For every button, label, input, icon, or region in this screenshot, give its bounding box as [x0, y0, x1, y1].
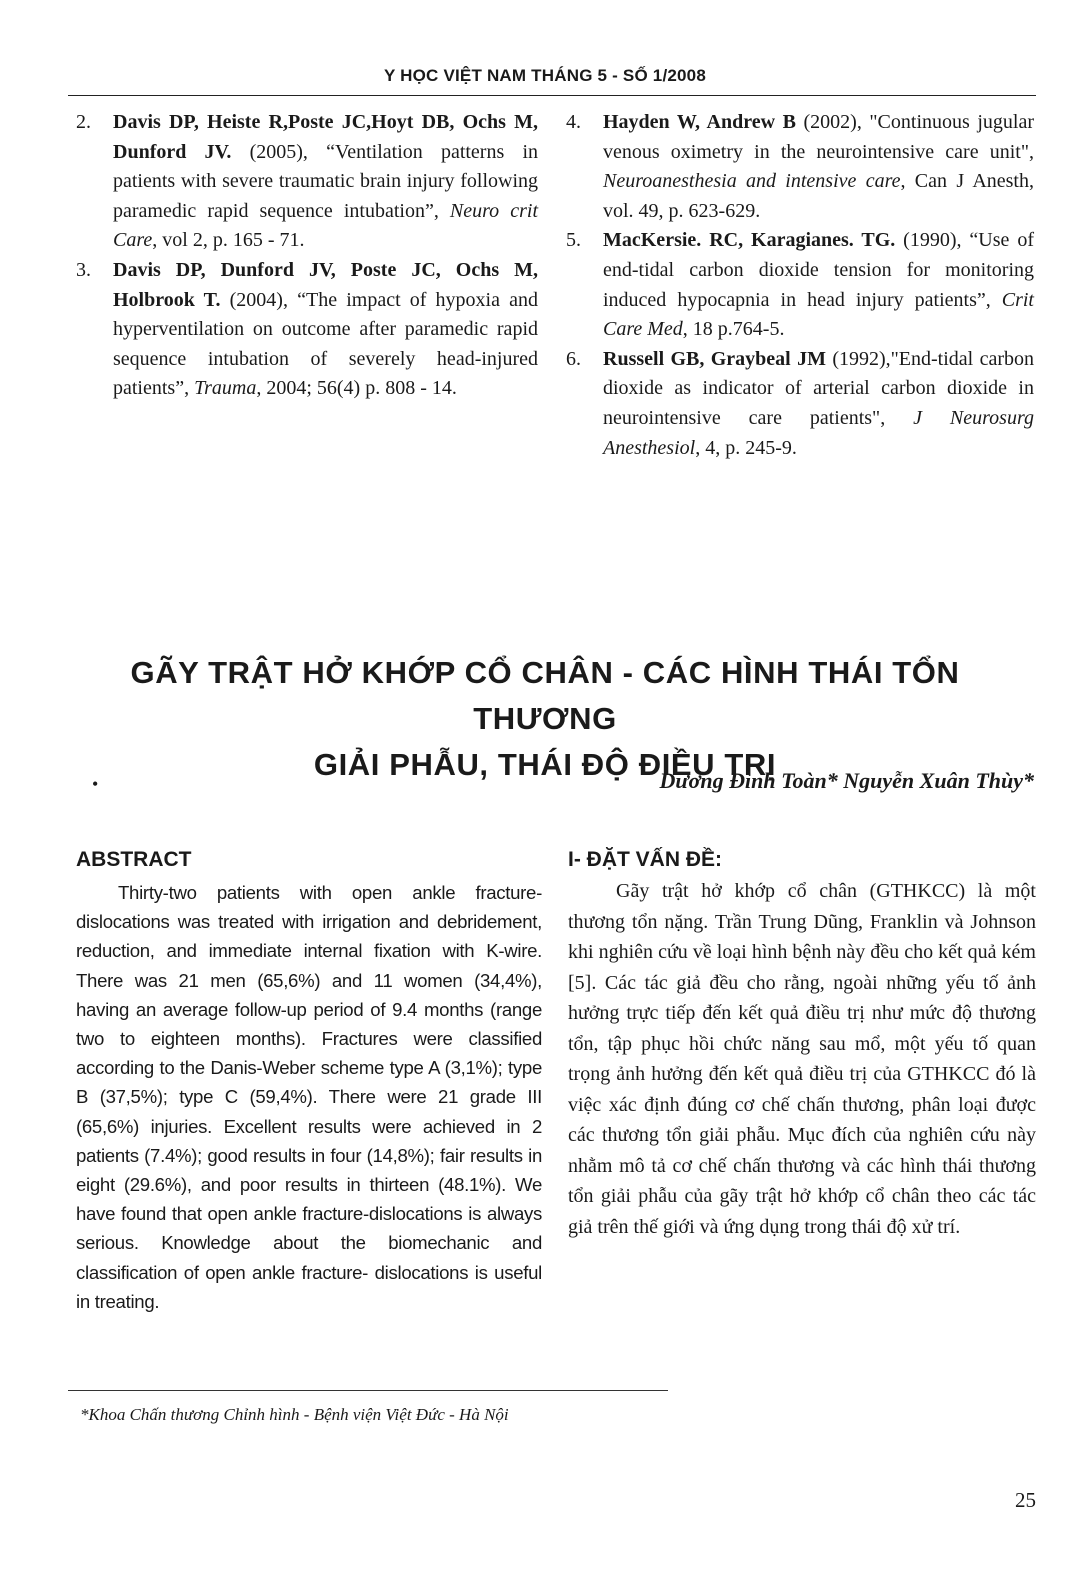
reference-journal: J Neurosurg Anesthesiol [603, 406, 1034, 459]
reference-item [566, 345, 1034, 463]
reference-authors: Davis DP, Heiste R,Poste JC,Hoyt DB, Ochs M, Dunford JV. [113, 111, 538, 163]
reference-number: 5. [566, 229, 581, 252]
header-rule [68, 95, 1036, 96]
page-number: 25 [1015, 1488, 1036, 1512]
abstract-heading: ABSTRACT [76, 848, 192, 871]
abstract-body: Thirty-two patients with open ankle fracture-dislocations was treated with irrigation and debridement, reduction, and immediate internal fixation with K-wire. There was 21 men (65,6%) and 11 women (34,4%), having an average follow-up period of 9.4 months (range two to eighteen months). Fractures were classified according to the Danis-Weber scheme type A (3,1%); type B (37,5%); type C (59,4%). There were 21 grade III (65,6%) injuries. Excellent results were achieved in 2 patients (7.4%); good results in four (14,8%); fair results in eight (29.6%), and poor results in thirteen (48.1%). We have found that open ankle fracture-dislocations is always serious. Knowledge about the biomechanic and classification of open ankle fracture- dislocations is useful in treating. [76, 882, 542, 1312]
reference-journal: Neuroanesthesia and intensive care [603, 170, 901, 193]
reference-tail: , vol 2, p. 165 - 71. [152, 229, 305, 252]
section-body: Gãy trật hở khớp cổ chân (GTHKCC) là một thương tổn nặng. Trần Trung Dũng, Franklin và Johnson khi nghiên cứu về loại hình bệnh này đều cho kết quả kém [5]. Các tác giả đều cho rằng, ngoài những yếu tố ảnh hưởng trực tiếp đến kết quả điều trị như mức độ thương tổn, tập phục hồi chức năng sau mổ, một yếu tố quan trọng ảnh hưởng đến kết quả điều trị của GTHKCC đó là việc xác định đúng cơ chế chấn thương, phân loại được các thương tổn giải phẫu. Mục đích của nghiên cứu này nhằm mô tả cơ chế chấn thương và các hình thái thương tổn giải phẫu của gãy trật hở khớp cổ chân theo các tác giả trên thế giới và ứng dụng trong thái độ xử trí. [568, 880, 1036, 1238]
reference-journal: Neuro crit Care [113, 199, 538, 252]
reference-item [76, 256, 538, 404]
references-right-column [566, 108, 1034, 463]
reference-authors: Davis DP, Dunford JV, Poste JC, Ochs M, Holbrook T. [113, 258, 538, 311]
reference-text: (2002), "Continuous jugular venous oximetry in the neurointensive care unit", [603, 111, 1034, 163]
running-header: Y HỌC VIỆT NAM THÁNG 5 - SỐ 1/2008 [383, 66, 706, 85]
reference-number: 4. [566, 111, 581, 133]
reference-item [566, 108, 1034, 226]
references-left-column [76, 108, 538, 404]
footnote-rule [68, 1390, 668, 1391]
reference-tail: , 18 p.764-5. [682, 318, 785, 341]
reference-number: 3. [76, 258, 91, 281]
reference-journal: Crit Care Med [603, 288, 1034, 341]
reference-tail: , 4, p. 245-9. [695, 436, 797, 459]
reference-authors: Hayden W, Andrew B [603, 111, 796, 133]
article-authors: Dương Đình Toàn* Nguyễn Xuân Thùy* [659, 768, 1034, 793]
reference-number: 2. [76, 111, 91, 133]
reference-tail: , 2004; 56(4) p. 808 - 14. [256, 377, 457, 400]
reference-text: (1992),"End-tidal carbon dioxide as indicator of arterial carbon dioxide in neurointensive care patients", [603, 347, 1035, 429]
article-title-line-1: GÃY TRẬT HỞ KHỚP CỔ CHÂN - CÁC HÌNH THÁI TỔN THƯƠNG [130, 655, 960, 736]
reference-authors: Russell GB, Graybeal JM [603, 347, 826, 370]
reference-text: (2005), “Ventilation patterns in patients with severe traumatic brain injury following paramedic rapid sequence intubation”, [113, 140, 538, 222]
section-heading: I- ĐẶT VẤN ĐỀ: [568, 848, 722, 871]
article-title-line-2: GIẢI PHẪU, THÁI ĐỘ ĐIỀU TRỊ [313, 747, 777, 782]
reference-text: (2004), “The impact of hypoxia and hyperventilation on outcome after paramedic rapid sequence intubation of severely head-injured patients”, [113, 288, 539, 400]
reference-tail: , Can J Anesth, vol. 49, p. 623-629. [603, 170, 1034, 222]
reference-item [76, 108, 538, 256]
reference-authors: MacKersie. RC, Karagianes. TG. [603, 229, 896, 252]
reference-text: (1990), “Use of end-tidal carbon dioxide tension for monitoring induced hypocapnia in head injury patients”, [603, 229, 1034, 311]
reference-item [566, 226, 1034, 344]
reference-number: 6. [566, 347, 581, 370]
reference-journal: Trauma [194, 377, 257, 400]
bullet-mark: • [92, 774, 99, 794]
footnote: *Khoa Chấn thương Chỉnh hình - Bệnh viện Việt Đức - Hà Nội [80, 1405, 509, 1424]
